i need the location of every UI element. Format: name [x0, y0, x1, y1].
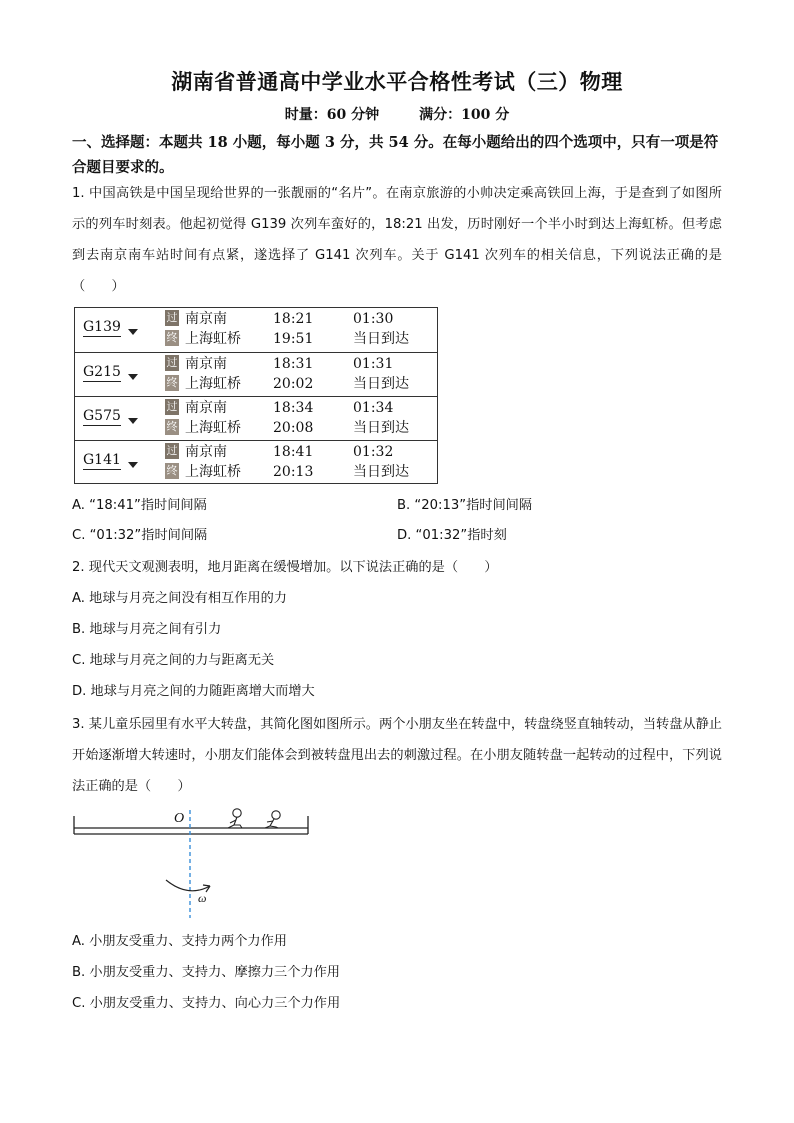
train-number-dropdown	[83, 451, 139, 473]
depart-time: 18:41	[273, 444, 314, 460]
duration: 01:31	[353, 356, 394, 372]
to-station: 上海虹桥	[185, 420, 241, 436]
train-number: G575	[83, 408, 121, 424]
dropdown-arrow-icon	[128, 462, 138, 468]
from-station: 南京南	[185, 356, 227, 372]
q1-option-d: D. “01:32”指时刻	[397, 528, 507, 543]
arrive-time: 20:02	[273, 376, 314, 392]
depart-time: 18:31	[273, 356, 314, 372]
train-number-dropdown	[83, 363, 139, 385]
arrival-note: 当日到达	[353, 376, 409, 392]
arrive-time: 20:13	[273, 464, 314, 480]
depart-time: 18:21	[273, 311, 314, 327]
train-timetable	[74, 307, 438, 484]
q3-option-a: A. 小朋友受重力、支持力两个力作用	[72, 934, 287, 949]
train-number: G139	[83, 319, 121, 335]
pass-station-badge-icon: 过	[166, 444, 178, 457]
question-1-stem: 1. 中国高铁是中国呈现给世界的一张靓丽的“名片”。在南京旅游的小帅决定乘高铁回上海，于是查到了如图所示的列车时刻表。他起初觉得 G139 次列车蛮好的，18:21 出发，历时刚好一个半小时到达上海虹桥。但考虑到去南京南车站时间有点紧，遂选择了 G141 次列车。关于 G141 次列车的相关信息，下列说法正确的是（ ）	[72, 186, 722, 294]
exam-title: 湖南省普通高中学业水平合格性考试（三）物理	[171, 69, 623, 94]
arrival-note: 当日到达	[353, 420, 409, 436]
q2-option-b: B. 地球与月亮之间有引力	[72, 622, 222, 637]
train-number-dropdown	[83, 318, 139, 340]
to-station: 上海虹桥	[185, 376, 241, 392]
duration: 01:34	[353, 400, 394, 416]
omega-label: ω	[198, 891, 207, 905]
timetable-row	[75, 352, 437, 396]
from-station: 南京南	[185, 444, 227, 460]
arrive-time: 20:08	[273, 420, 314, 436]
arrival-note: 当日到达	[353, 331, 409, 347]
terminal-station-badge-icon: 终	[166, 376, 178, 389]
timetable-row	[75, 396, 437, 440]
question-2-stem: 2. 现代天文观测表明，地月距离在缓慢增加。以下说法正确的是（ ）	[72, 560, 498, 575]
train-number: G141	[83, 452, 121, 468]
dropdown-arrow-icon	[128, 329, 138, 335]
q2-option-d: D. 地球与月亮之间的力随距离增大而增大	[72, 684, 315, 699]
arrival-note: 当日到达	[353, 464, 409, 480]
depart-time: 18:34	[273, 400, 314, 416]
question-3-stem: 3. 某儿童乐园里有水平大转盘，其简化图如图所示。两个小朋友坐在转盘中，转盘绕竖直轴转动，当转盘从静止开始逐渐增大转速时，小朋友们能体会到被转盘甩出去的刺激过程。在小朋友随转盘一起转动的过程中，下列说法正确的是（ ）	[72, 717, 722, 794]
train-number-dropdown	[83, 407, 139, 429]
terminal-station-badge-icon: 终	[166, 331, 178, 344]
q2-option-a: A. 地球与月亮之间没有相互作用的力	[72, 591, 287, 606]
duration: 01:30	[353, 311, 394, 327]
exam-score: 满分：100 分	[419, 107, 510, 123]
turntable-figure	[70, 800, 320, 920]
dropdown-arrow-icon	[128, 418, 138, 424]
q3-option-c: C. 小朋友受重力、支持力、向心力三个力作用	[72, 996, 341, 1011]
exam-meta	[0, 104, 794, 124]
to-station: 上海虹桥	[185, 331, 241, 347]
dropdown-arrow-icon	[128, 374, 138, 380]
exam-time: 时量：60 分钟	[284, 107, 380, 123]
pass-station-badge-icon: 过	[166, 400, 178, 413]
duration: 01:32	[353, 444, 394, 460]
q2-option-c: C. 地球与月亮之间的力与距离无关	[72, 653, 275, 668]
timetable-row	[75, 308, 437, 351]
q1-option-a: A. “18:41”指时间间隔	[72, 498, 207, 513]
timetable-row	[75, 440, 437, 484]
child-figure-icon	[228, 809, 242, 828]
pass-station-badge-icon: 过	[166, 311, 178, 324]
q1-option-b: B. “20:13”指时间间隔	[397, 498, 533, 513]
section-heading: 一、选择题：本题共 18 小题，每小题 3 分，共 54 分。在每小题给出的四个选项中，只有一项是符合题目要求的。	[72, 134, 719, 176]
from-station: 南京南	[185, 311, 227, 327]
q3-option-b: B. 小朋友受重力、支持力、摩擦力三个力作用	[72, 965, 340, 980]
child-figure-icon	[265, 811, 280, 828]
train-number: G215	[83, 364, 121, 380]
from-station: 南京南	[185, 400, 227, 416]
arrive-time: 19:51	[273, 331, 314, 347]
q1-option-c: C. “01:32”指时间间隔	[72, 528, 208, 543]
pass-station-badge-icon: 过	[166, 356, 178, 369]
terminal-station-badge-icon: 终	[166, 420, 178, 433]
terminal-station-badge-icon: 终	[166, 464, 178, 477]
axis-origin-label: O	[174, 811, 185, 826]
to-station: 上海虹桥	[185, 464, 241, 480]
